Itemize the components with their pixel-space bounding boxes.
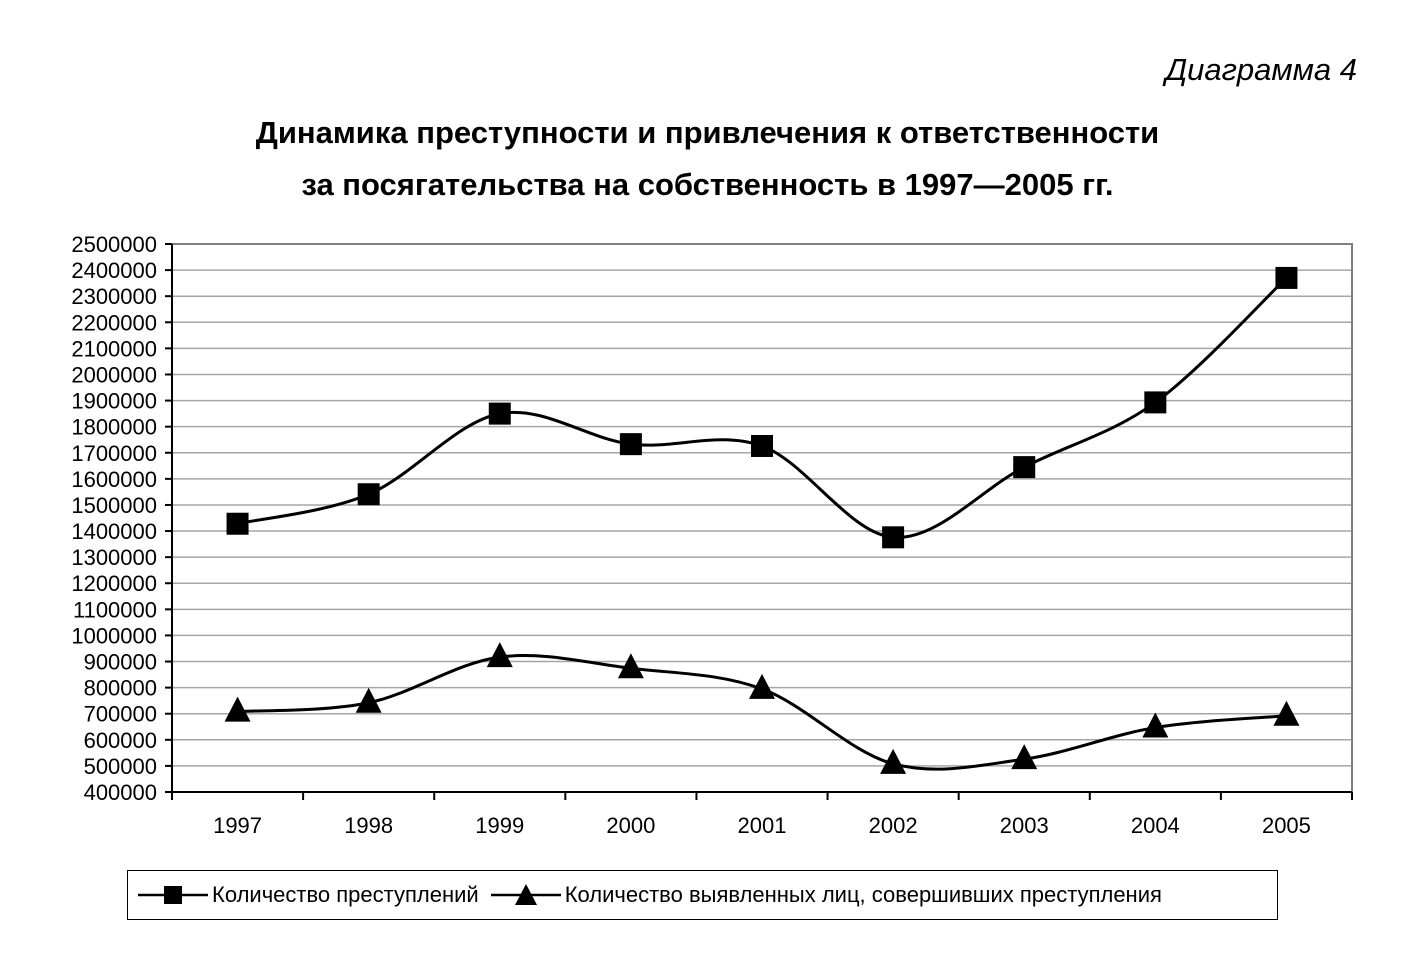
y-tick-label: 2400000 [71,258,157,284]
diagram-caption: Диаграмма 4 [1165,52,1357,87]
x-tick-label: 2000 [606,813,656,838]
y-tick-label: 2000000 [71,362,157,388]
x-tick-label: 2002 [868,813,918,838]
series-line [238,278,1287,538]
y-tick-label: 1200000 [71,571,157,597]
x-tick-label: 2003 [999,813,1049,838]
y-tick-label: 1000000 [71,623,157,649]
legend-label-crimes: Количество преступлений [212,882,479,907]
data-point-square [882,526,904,548]
x-tick-label: 1997 [213,813,263,838]
x-tick-label: 2004 [1130,813,1180,838]
data-point-square [751,435,773,457]
y-tick-label: 900000 [83,649,157,675]
y-tick-label: 1800000 [71,414,157,440]
triangle-marker-icon [491,883,561,907]
y-tick-label: 1600000 [71,466,157,492]
y-tick-label: 400000 [83,780,157,805]
y-tick-label: 1100000 [72,597,157,623]
y-tick-label: 600000 [83,727,157,753]
data-point-square [489,403,511,425]
x-tick-label: 2005 [1261,813,1311,838]
y-tick-label: 1700000 [71,440,157,466]
y-tick-label: 2100000 [71,336,157,362]
y-tick-label: 2500000 [71,232,157,257]
x-tick-label: 1999 [475,813,525,838]
y-tick-label: 800000 [83,675,157,701]
data-point-triangle [225,697,251,722]
legend-item-crimes [138,882,479,908]
square-marker-icon [138,883,208,907]
data-point-square [227,513,249,535]
x-tick-label: 1998 [344,813,394,838]
chart-title-line-2: за посягательства на собственность в 1997—2005 гг. [301,167,1114,202]
y-tick-label: 1300000 [71,545,157,571]
data-point-square [620,433,642,455]
data-point-triangle [487,642,513,667]
legend-item-persons [491,882,1162,908]
y-tick-label: 500000 [83,753,157,779]
data-point-square [1275,267,1297,289]
legend-label-persons: Количество выявленных лиц, совершивших преступления [564,882,1162,907]
y-tick-label: 2300000 [71,284,157,310]
series [225,267,1300,774]
data-point-square [1144,391,1166,413]
data-point-square [358,483,380,505]
y-tick-label: 2200000 [71,310,157,336]
y-tick-label: 1900000 [71,388,157,414]
chart-title-line-1: Динамика преступности и привлечения к ответственности [255,115,1160,150]
plot-area-frame [172,244,1352,792]
y-tick-label: 1400000 [71,519,157,545]
data-point-square [1013,456,1035,478]
y-tick-label: 1500000 [71,492,157,518]
x-tick-label: 2001 [737,813,787,838]
series-1 [227,267,1298,548]
y-tick-label: 700000 [83,701,157,727]
legend [127,870,1278,920]
series-line [238,656,1287,770]
